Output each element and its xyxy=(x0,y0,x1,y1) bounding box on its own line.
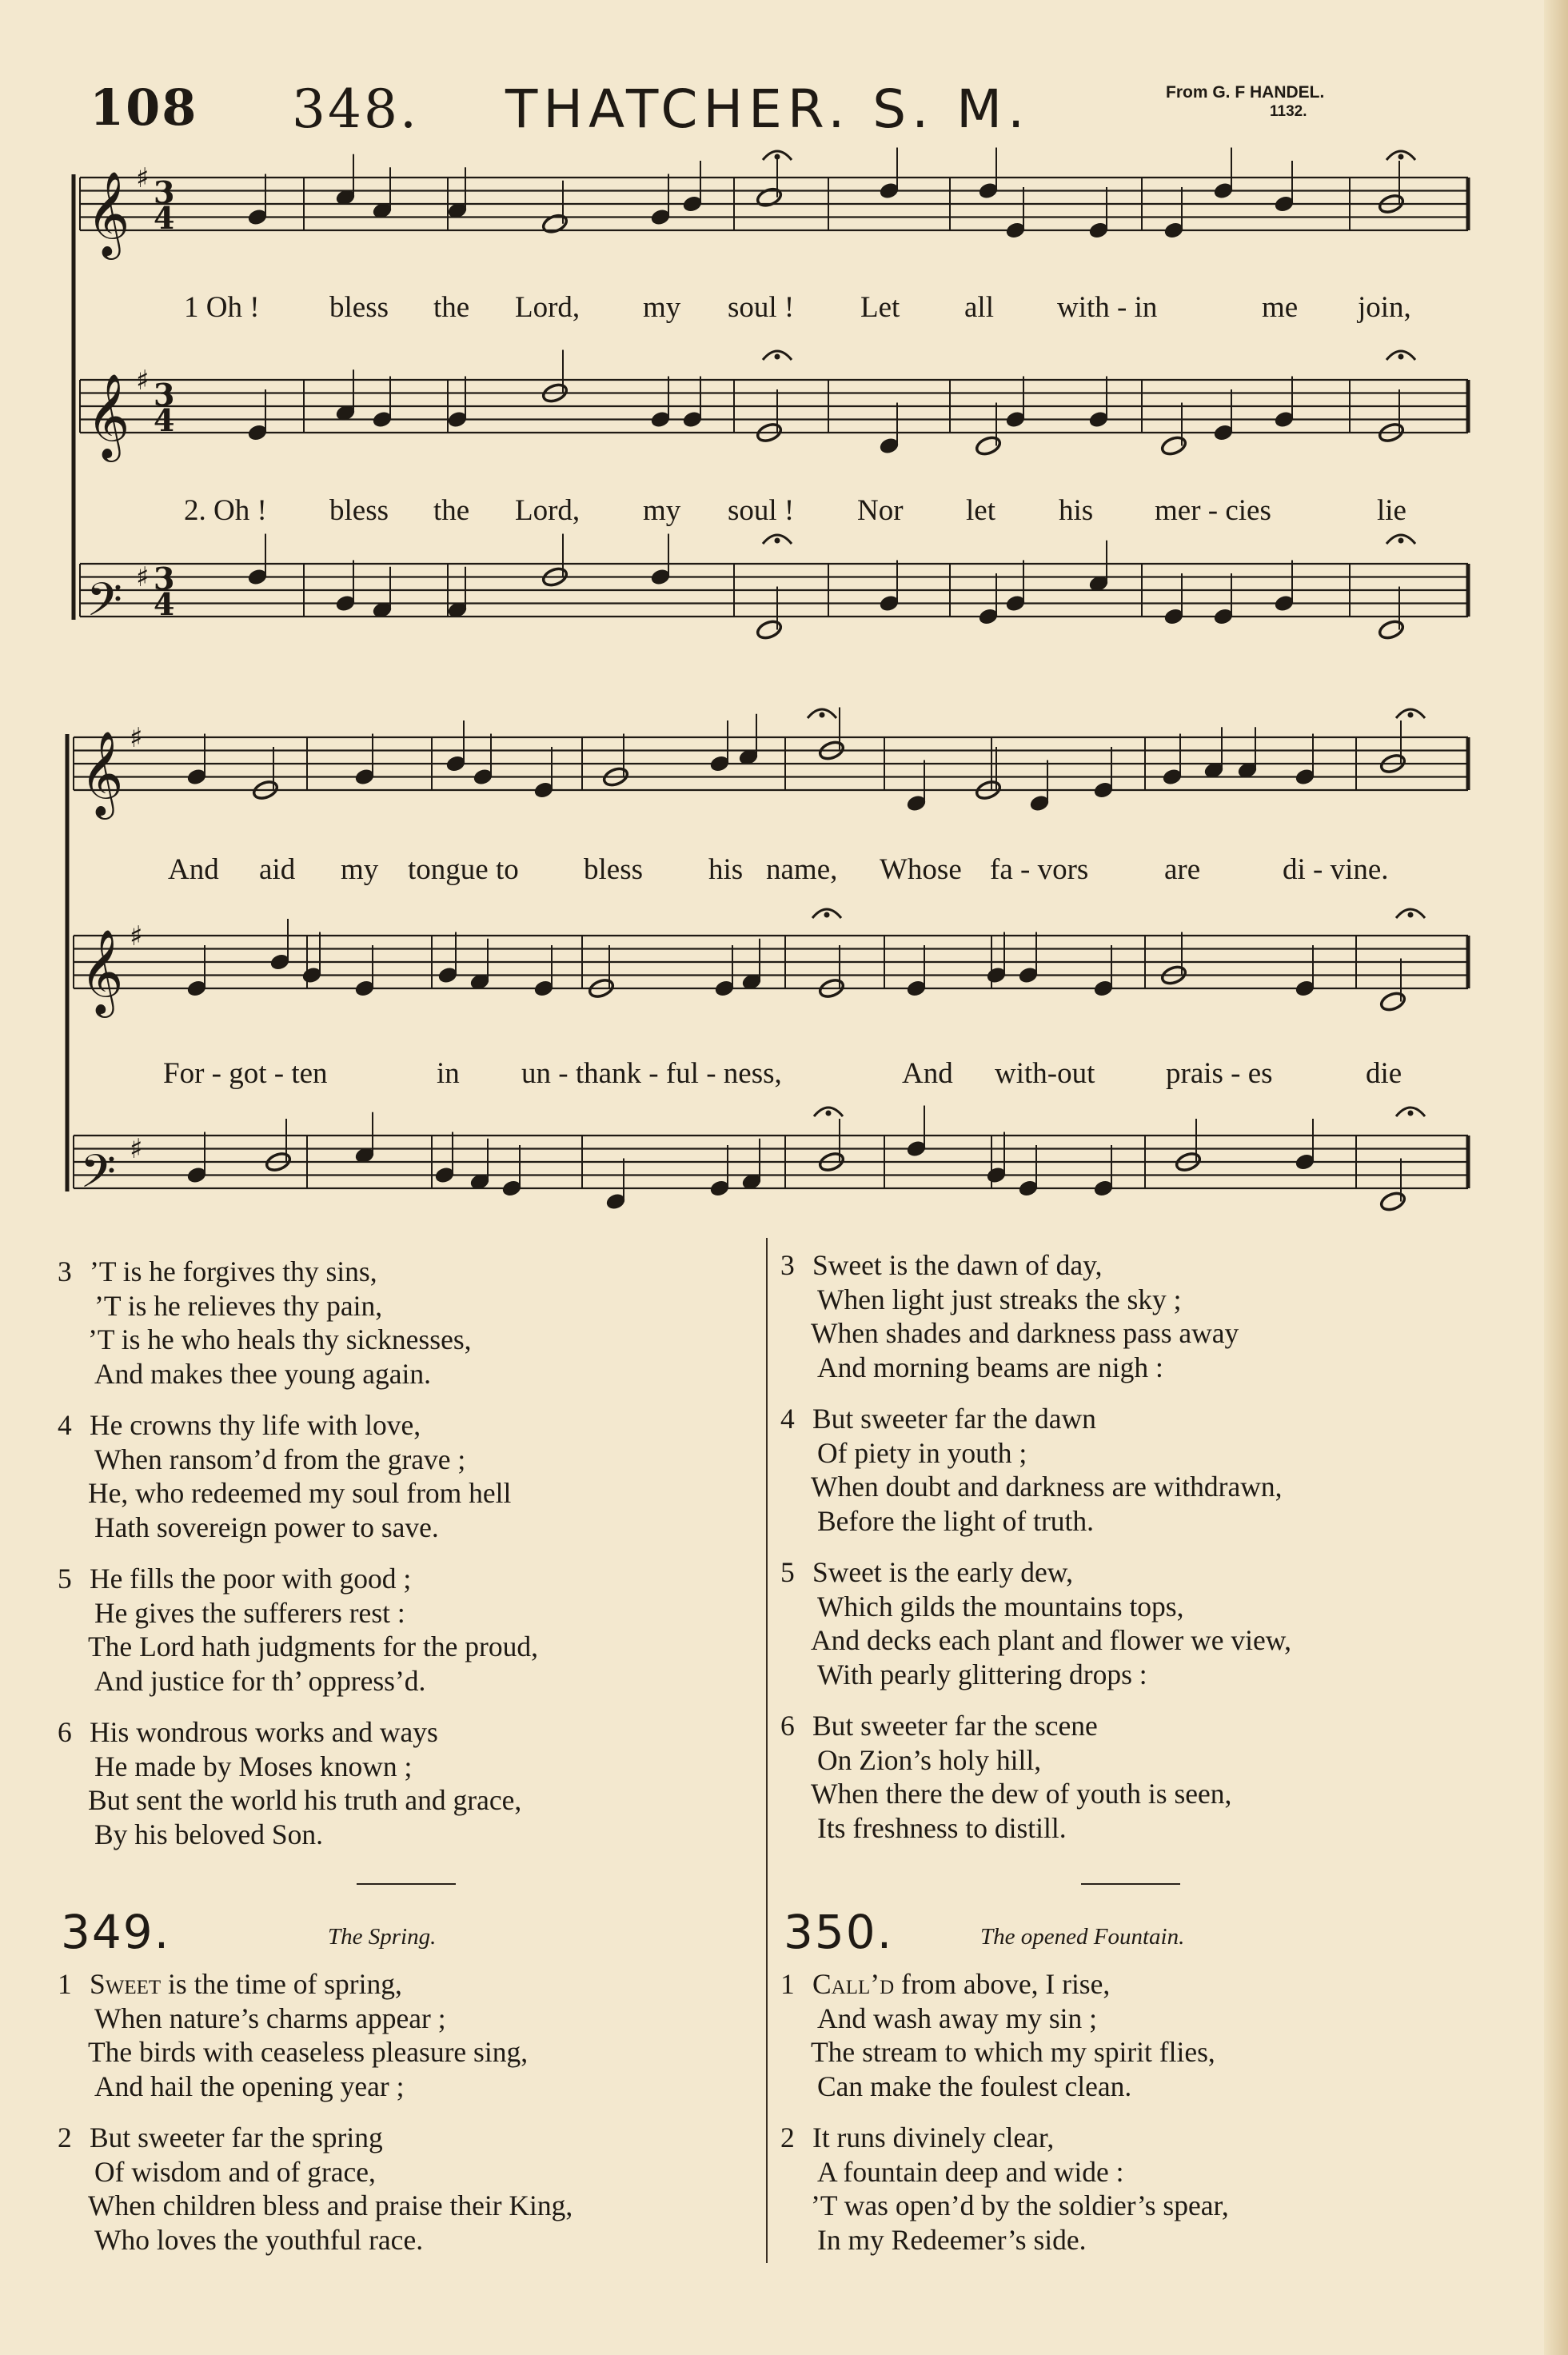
hymn350-verses xyxy=(780,1967,1548,2257)
lyric-s2v2-5: with-out xyxy=(995,1057,1095,1090)
hymn-number: 348. xyxy=(292,78,419,140)
verse-line: The birds with ceaseless pleasure sing, xyxy=(88,2036,529,2068)
verse-line: ’T is he who heals thy sicknesses, xyxy=(88,1323,472,1355)
verse-gap xyxy=(58,2103,753,2121)
verse-number: 6 xyxy=(780,1710,795,1742)
lyric-s1v1-5: my xyxy=(643,291,681,324)
verse-line-text: He crowns thy life with love, xyxy=(90,1409,421,1441)
half-note-icon xyxy=(1379,991,1407,1013)
verse-first-word: Sweet xyxy=(90,1968,162,2000)
verse-line xyxy=(58,1715,753,1750)
lyric-s2v1-6: his xyxy=(708,853,744,886)
lyric-s1v1-3: the xyxy=(433,291,470,324)
verse-line xyxy=(780,1709,1548,1743)
column-divider xyxy=(766,1238,768,2263)
lyric-s1v1-11: join, xyxy=(1358,291,1411,324)
verse-gap xyxy=(780,1384,1548,1402)
time-signature-top: 3 xyxy=(154,377,175,413)
lyric-s1v2-11: lie xyxy=(1377,494,1406,527)
lyric-s2v1-8: Whose xyxy=(880,853,962,886)
verse-line: ’T is he relieves thy pain, xyxy=(94,1289,383,1322)
verse-number: 5 xyxy=(780,1556,795,1588)
lyric-s1v2-2: bless xyxy=(329,494,389,527)
lyric-s1v2-7: Nor xyxy=(857,494,904,527)
fermata-dot xyxy=(775,154,780,159)
verse-line: ’T was open’d by the soldier’s spear, xyxy=(811,2189,1229,2221)
verse-line xyxy=(780,1555,1548,1590)
verse-line-text: Sweet is the dawn of day, xyxy=(812,1249,1103,1281)
hymn349-number: 349. xyxy=(61,1905,171,1959)
lyric-s1v2-9: his xyxy=(1059,494,1094,527)
verse-gap xyxy=(780,1691,1548,1709)
verse-line xyxy=(58,1967,753,2002)
verse-gap xyxy=(58,1698,753,1715)
verse-line: And morning beams are nigh : xyxy=(817,1351,1163,1383)
lyric-s1v1-8: all xyxy=(964,291,994,324)
verse-line: The Lord hath judgments for the proud, xyxy=(88,1631,538,1662)
verse-line: When there the dew of youth is seen, xyxy=(811,1778,1232,1810)
page-number: 108 xyxy=(90,78,198,137)
fermata-dot xyxy=(1408,1111,1413,1116)
attribution-composer: From G. F HANDEL. xyxy=(1166,83,1325,102)
half-note-icon xyxy=(975,435,1003,457)
half-note-icon xyxy=(756,186,784,209)
treble-clef-icon: 𝄞 xyxy=(80,928,124,1014)
lyric-s1v2-6: soul ! xyxy=(728,494,795,527)
verse-line: He gives the sufferers rest : xyxy=(94,1596,405,1629)
time-signature-bottom: 4 xyxy=(154,586,175,622)
lyric-s1v2-4: Lord, xyxy=(515,494,581,527)
treble-clef-icon: 𝄞 xyxy=(86,170,130,256)
key-signature-sharp-icon: ♯ xyxy=(136,365,150,397)
fermata-dot xyxy=(1398,354,1403,359)
hymn348-left-verses xyxy=(58,1255,753,1851)
lyric-s1v1-1: 1 Oh ! xyxy=(184,291,260,324)
verse-gap xyxy=(780,1538,1548,1555)
lyric-s2v1-11: di - vine. xyxy=(1283,853,1389,886)
fermata-dot xyxy=(824,912,829,917)
verse-line xyxy=(58,2121,753,2155)
verse-line-text: is the time of spring, xyxy=(161,1968,402,2000)
verse-line: He, who redeemed my soul from hell xyxy=(88,1477,512,1509)
verse-line: Hath sovereign power to save. xyxy=(94,1511,439,1543)
lyric-s1v2-5: my xyxy=(643,494,681,527)
bass-clef-icon: 𝄢 xyxy=(86,573,123,638)
lyric-s1v2-8: let xyxy=(966,494,995,527)
lyric-s1v1-7: Let xyxy=(860,291,900,324)
lyric-s2v2-7: die xyxy=(1366,1057,1402,1090)
verse-line xyxy=(780,1967,1548,2002)
verse-line: Of wisdom and of grace, xyxy=(94,2155,376,2188)
lyric-s2v2-3: un - thank - ful - ness, xyxy=(521,1057,782,1090)
half-note-icon xyxy=(756,619,784,641)
verse-line: He made by Moses known ; xyxy=(94,1750,413,1782)
verse-line: Its freshness to distill. xyxy=(817,1811,1067,1844)
time-signature-top: 3 xyxy=(154,561,175,597)
verse-line-text: It runs divinely clear, xyxy=(812,2121,1055,2153)
verse-line: By his beloved Son. xyxy=(94,1818,323,1850)
verse-line: In my Redeemer’s side. xyxy=(817,2223,1087,2256)
verse-line: When doubt and darkness are withdrawn, xyxy=(811,1471,1283,1503)
verse-number: 2 xyxy=(780,2121,795,2153)
verse-line: When light just streaks the sky ; xyxy=(817,1283,1182,1315)
verse-line: And justice for th’ oppress’d. xyxy=(94,1664,426,1697)
lyric-s2v1-1: And xyxy=(168,853,219,886)
lyric-s1v1-10: me xyxy=(1262,291,1299,324)
fermata-dot xyxy=(826,1111,831,1116)
verse-gap xyxy=(780,2103,1548,2121)
lyric-s1v2-1: 2. Oh ! xyxy=(184,494,267,527)
verse-line xyxy=(58,1562,753,1596)
verse-line xyxy=(58,1255,753,1289)
verse-line: Of piety in youth ; xyxy=(817,1436,1027,1469)
lyric-s2v1-9: fa - vors xyxy=(990,853,1089,886)
bass-clef-icon: 𝄢 xyxy=(80,1144,117,1210)
verse-number: 2 xyxy=(58,2121,72,2153)
verse-line xyxy=(780,1248,1548,1283)
hymn348-right-verses xyxy=(780,1248,1548,1845)
verse-number: 1 xyxy=(58,1968,72,2000)
section-rule-right xyxy=(1081,1883,1180,1885)
verse-line: A fountain deep and wide : xyxy=(817,2155,1124,2188)
half-note-icon xyxy=(1379,1191,1407,1213)
time-signature-top: 3 xyxy=(154,174,175,210)
section-rule-left xyxy=(357,1883,456,1885)
lyric-s2v1-4: tongue to xyxy=(408,853,519,886)
lyric-s1v2-10: mer - cies xyxy=(1155,494,1271,527)
verse-line xyxy=(780,2121,1548,2155)
verse-line: When children bless and praise their King, xyxy=(88,2189,573,2221)
hymn350-title: The opened Fountain. xyxy=(980,1924,1185,1950)
fermata-dot xyxy=(820,712,824,717)
lyric-s2v2-4: And xyxy=(902,1057,953,1090)
hymn349-verses xyxy=(58,1967,753,2257)
lyric-s1v2-3: the xyxy=(433,494,470,527)
verse-line: Who loves the youthful race. xyxy=(94,2223,424,2256)
key-signature-sharp-icon: ♯ xyxy=(136,561,150,593)
verse-line: The stream to which my spirit flies, xyxy=(811,2036,1215,2068)
verse-line: Before the light of truth. xyxy=(817,1504,1095,1537)
lyric-s2v1-2: aid xyxy=(259,853,296,886)
time-signature-bottom: 4 xyxy=(154,200,175,236)
verse-line-text: His wondrous works and ways xyxy=(90,1716,438,1748)
lyric-s1v1-9: with - in xyxy=(1057,291,1158,324)
verse-line xyxy=(58,1408,753,1443)
verse-line: Which gilds the mountains tops, xyxy=(817,1590,1184,1623)
verse-line: When ransom’d from the grave ; xyxy=(94,1443,466,1475)
verse-number: 4 xyxy=(58,1409,72,1441)
verse-line: But sent the world his truth and grace, xyxy=(88,1784,522,1816)
lyric-s1v1-2: bless xyxy=(329,291,389,324)
fermata-dot xyxy=(1398,154,1403,159)
lyric-s2v1-3: my xyxy=(341,853,379,886)
verse-line-text: ’T is he forgives thy sins, xyxy=(90,1255,377,1287)
verse-line: When shades and darkness pass away xyxy=(811,1317,1239,1349)
hymn350-number: 350. xyxy=(784,1905,894,1959)
verse-first-word: Call’d xyxy=(812,1968,895,2000)
fermata-dot xyxy=(1408,712,1413,717)
verse-line: With pearly glittering drops : xyxy=(817,1658,1147,1690)
verse-number: 3 xyxy=(58,1255,72,1287)
lyric-s2v2-6: prais - es xyxy=(1166,1057,1273,1090)
verse-line-text: Sweet is the early dew, xyxy=(812,1556,1073,1588)
verse-line: Can make the foulest clean. xyxy=(817,2070,1132,2102)
fermata-dot xyxy=(1408,912,1413,917)
lyric-s2v1-7: name, xyxy=(766,853,838,886)
verse-line: And makes thee young again. xyxy=(94,1357,431,1390)
verse-line-text: from above, I rise, xyxy=(894,1968,1111,2000)
half-note-icon xyxy=(541,213,569,235)
treble-clef-icon: 𝄞 xyxy=(80,730,124,816)
attribution-year: 1132. xyxy=(1270,103,1307,120)
verse-number: 1 xyxy=(780,1968,795,2000)
verse-line: And hail the opening year ; xyxy=(94,2070,405,2102)
lyric-s1v1-6: soul ! xyxy=(728,291,795,324)
half-note-icon xyxy=(1378,619,1406,641)
lyric-s1v1-4: Lord, xyxy=(515,291,581,324)
key-signature-sharp-icon: ♯ xyxy=(130,920,143,952)
time-signature-bottom: 4 xyxy=(154,402,175,438)
verse-line-text: He fills the poor with good ; xyxy=(90,1563,412,1595)
verse-line: On Zion’s holy hill, xyxy=(817,1743,1042,1776)
key-signature-sharp-icon: ♯ xyxy=(136,162,150,194)
lyric-s2v2-1: For - got - ten xyxy=(163,1057,328,1090)
verse-line: And wash away my sin ; xyxy=(817,2002,1098,2034)
verse-gap xyxy=(58,1391,753,1408)
key-signature-sharp-icon: ♯ xyxy=(130,722,143,754)
verse-line xyxy=(780,1402,1548,1436)
fermata-dot xyxy=(775,354,780,359)
verse-number: 6 xyxy=(58,1716,72,1748)
verse-line-text: But sweeter far the spring xyxy=(90,2121,383,2153)
half-note-icon xyxy=(1160,435,1188,457)
tune-name: THATCHER. S. M. xyxy=(505,78,1031,140)
verse-line-text: But sweeter far the dawn xyxy=(812,1403,1096,1435)
verse-number: 5 xyxy=(58,1563,72,1595)
key-signature-sharp-icon: ♯ xyxy=(130,1133,143,1165)
verse-number: 4 xyxy=(780,1403,795,1435)
verse-line: And decks each plant and flower we view, xyxy=(811,1624,1291,1656)
fermata-dot xyxy=(775,538,780,543)
verse-gap xyxy=(58,1544,753,1562)
lyric-s2v1-10: are xyxy=(1164,853,1201,886)
treble-clef-icon: 𝄞 xyxy=(86,373,130,458)
fermata-dot xyxy=(1398,538,1403,543)
verse-line-text: But sweeter far the scene xyxy=(812,1710,1098,1742)
lyric-s2v2-2: in xyxy=(437,1057,460,1090)
lyric-s2v1-5: bless xyxy=(584,853,643,886)
verse-line: When nature’s charms appear ; xyxy=(94,2002,446,2034)
hymn349-title: The Spring. xyxy=(328,1924,437,1950)
verse-number: 3 xyxy=(780,1249,795,1281)
